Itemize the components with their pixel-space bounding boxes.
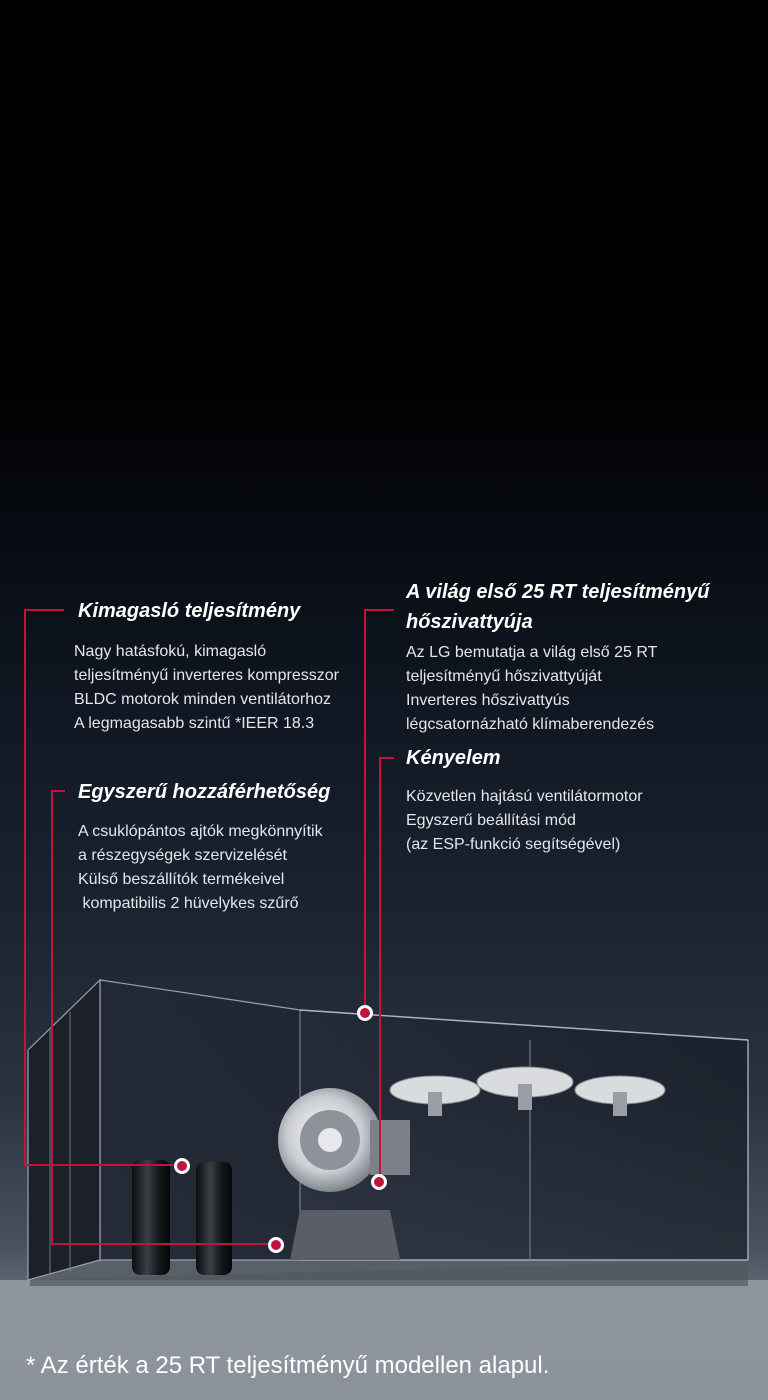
feature-description-performance: [74, 640, 339, 736]
feature-line: Külső beszállítók termékeivel: [78, 871, 285, 888]
hotspot-marker[interactable]: [371, 1174, 387, 1190]
feature-title-convenience: Kényelem: [406, 747, 501, 769]
feature-title-heat-pump: [406, 577, 709, 637]
connector-line: [51, 1243, 276, 1245]
feature-title-performance: Kimagasló teljesítmény: [78, 600, 301, 622]
connector-line: [364, 609, 394, 611]
feature-line: légcsatornázható klímaberendezés: [406, 716, 655, 733]
connector-line: [24, 609, 26, 1166]
feature-line: Inverteres hőszivattyús: [406, 692, 570, 709]
feature-title-line: A világ első 25 RT teljesítményű: [406, 581, 710, 603]
hotspot-marker[interactable]: [268, 1237, 284, 1253]
feature-title-line: hőszivattyúja: [406, 611, 533, 633]
footnote: * Az érték a 25 RT teljesítményű modellen alapul.: [26, 1352, 550, 1379]
feature-line: (az ESP-funkció segítségével): [406, 836, 621, 853]
connector-line: [24, 1164, 181, 1166]
feature-description-accessibility: [78, 820, 323, 916]
feature-line: teljesítményű inverteres kompresszor: [74, 667, 339, 684]
feature-description-convenience: [406, 785, 643, 857]
feature-line: A csuklópántos ajtók megkönnyítik: [78, 823, 323, 840]
feature-line: Az LG bemutatja a világ első 25 RT: [406, 644, 658, 661]
feature-line: a részegységek szervizelését: [78, 847, 287, 864]
connector-line: [364, 609, 366, 1012]
hotspot-marker[interactable]: [174, 1158, 190, 1174]
connector-line: [24, 609, 64, 611]
connector-line: [51, 790, 65, 792]
feature-line: teljesítményű hőszivattyúját: [406, 668, 602, 685]
connector-line: [51, 790, 53, 1244]
feature-line: kompatibilis 2 hüvelykes szűrő: [78, 895, 299, 912]
connector-line: [379, 757, 394, 759]
feature-line: Egyszerű beállítási mód: [406, 812, 576, 829]
feature-line: BLDC motorok minden ventilátorhoz: [74, 691, 332, 708]
feature-line: Nagy hatásfokú, kimagasló: [74, 643, 267, 660]
feature-title-accessibility: Egyszerű hozzáférhetőség: [78, 781, 331, 803]
feature-line: A legmagasabb szintű *IEER 18.3: [74, 715, 315, 732]
feature-description-heat-pump: [406, 641, 657, 737]
hotspot-marker[interactable]: [357, 1005, 373, 1021]
connector-line: [379, 757, 381, 1182]
feature-line: Közvetlen hajtású ventilátormotor: [406, 788, 643, 805]
